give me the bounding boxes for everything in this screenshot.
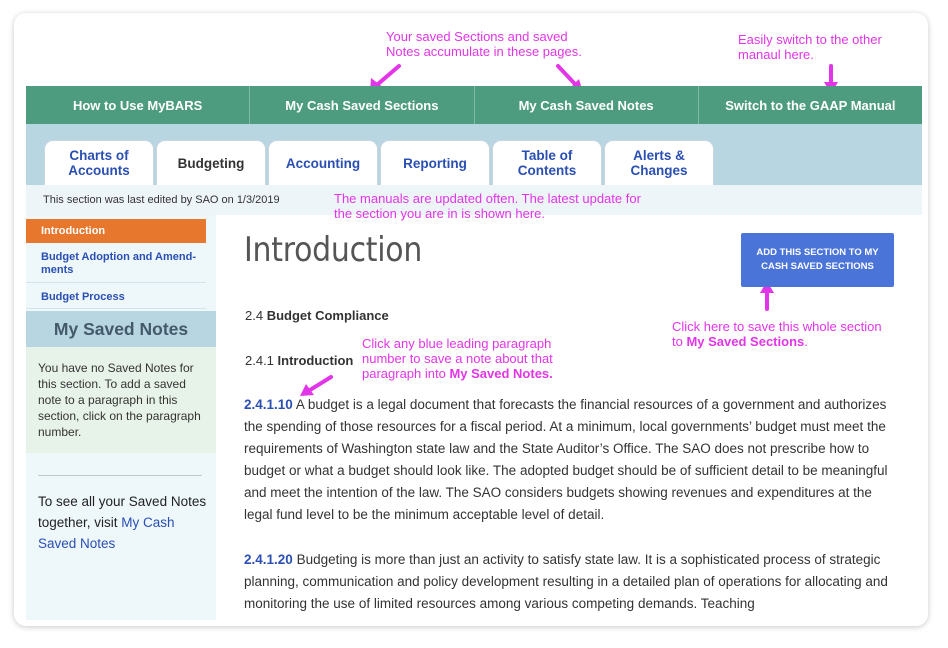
paragraph: [244, 394, 904, 526]
manual-tab-bar: [26, 124, 922, 185]
sidebar: [26, 215, 216, 620]
click-paragraph-bold: My Saved Notes.: [449, 366, 553, 381]
page-title: Introduction: [244, 230, 423, 270]
add-section-label: ADD THIS SECTION TO MY CASH SAVED SECTIONS: [756, 247, 879, 272]
see-all-notes: [38, 491, 208, 554]
see-all-link[interactable]: My Cash Saved Notes: [38, 515, 175, 551]
saved-notes-empty: You have no Saved Notes for this section. To add a saved note to a paragraph in this section, click on the paragraph number.: [26, 347, 216, 453]
paragraph-text: Budgeting is more than just an activity to satisfy state law. It is a sophisticated process of strategic planning, communication and policy development resulting in a detailed plan of operations for allocating and monitoring the use of limited resources among various competing demands. Teaching: [244, 552, 888, 611]
sidebar-item-budget-process[interactable]: Budget Process: [26, 285, 206, 309]
tab-table-of-contents[interactable]: Table of Contents: [492, 140, 602, 185]
nav-switch-gaap[interactable]: Switch to the GAAP Manual: [725, 97, 896, 113]
paragraph-text: A budget is a legal document that forecasts the financial resources of a government and authorizes the spending of those resources for a fiscal period. At a minimum, local governments’ budget must meet the requirements of Washington state law and the State Auditor’s Office. The SAO does not prescribe how to budget or what a budget should look like. The adopted budget should be of sufficient detail to be meaningful and meet the intention of the law. The SAO considers budgets showing revenues and expenditures at the legal fund level to be the minimum acceptable level of detail.: [244, 397, 888, 522]
tab-reporting[interactable]: Reporting: [380, 140, 490, 185]
last-edited-text: This section was last edited by SAO on 1/3/2019: [43, 194, 280, 206]
tab-budgeting[interactable]: Budgeting: [156, 140, 266, 186]
subsection-heading: [245, 353, 353, 368]
subsection-title: Introduction: [277, 353, 354, 368]
nav-how-to-use[interactable]: How to Use MyBARS: [26, 86, 250, 124]
top-navigation: [26, 86, 922, 124]
save-section-post: .: [804, 334, 808, 349]
annotation-saved-pages: Your saved Sections and saved Notes accumulate in these pages.: [386, 29, 582, 59]
sidebar-item-introduction[interactable]: Introduction: [26, 219, 206, 243]
sidebar-item-budget-adoption[interactable]: Budget Adoption and Amend-ments: [26, 249, 206, 283]
annotation-click-paragraph: [362, 336, 572, 381]
saved-notes-heading: My Saved Notes: [26, 311, 216, 347]
annotation-updates: The manuals are updated often. The latest update for the section you are in is shown here.: [334, 191, 641, 221]
tab-alerts-changes[interactable]: Alerts & Changes: [604, 140, 714, 185]
section-heading: [245, 308, 389, 323]
tab-accounting[interactable]: Accounting: [268, 140, 378, 185]
sidebar-divider: [38, 475, 202, 476]
annotation-save-section: [672, 319, 892, 349]
nav-saved-notes[interactable]: My Cash Saved Notes: [475, 86, 699, 124]
subsection-number: 2.4.1: [245, 353, 274, 368]
annotation-switch-manual: Easily switch to the other manaul here.: [738, 32, 882, 62]
add-section-button[interactable]: [741, 233, 894, 287]
section-number: 2.4: [245, 308, 264, 323]
save-section-bold: My Saved Sections: [686, 334, 805, 349]
nav-saved-sections[interactable]: My Cash Saved Sections: [250, 86, 474, 124]
click-paragraph-text: Click any blue leading paragraph number to save a note about that paragraph into: [362, 336, 553, 381]
paragraph: [244, 549, 904, 615]
tab-charts-of-accounts[interactable]: Charts of Accounts: [44, 140, 154, 185]
see-all-text: To see all your Saved Notes together, visit: [38, 494, 207, 530]
save-section-text: Click here to save this whole section to: [672, 319, 882, 349]
paragraph-number[interactable]: 2.4.1.20: [244, 552, 293, 567]
paragraph-number[interactable]: 2.4.1.10: [244, 397, 293, 412]
section-title: Budget Compliance: [266, 308, 389, 323]
